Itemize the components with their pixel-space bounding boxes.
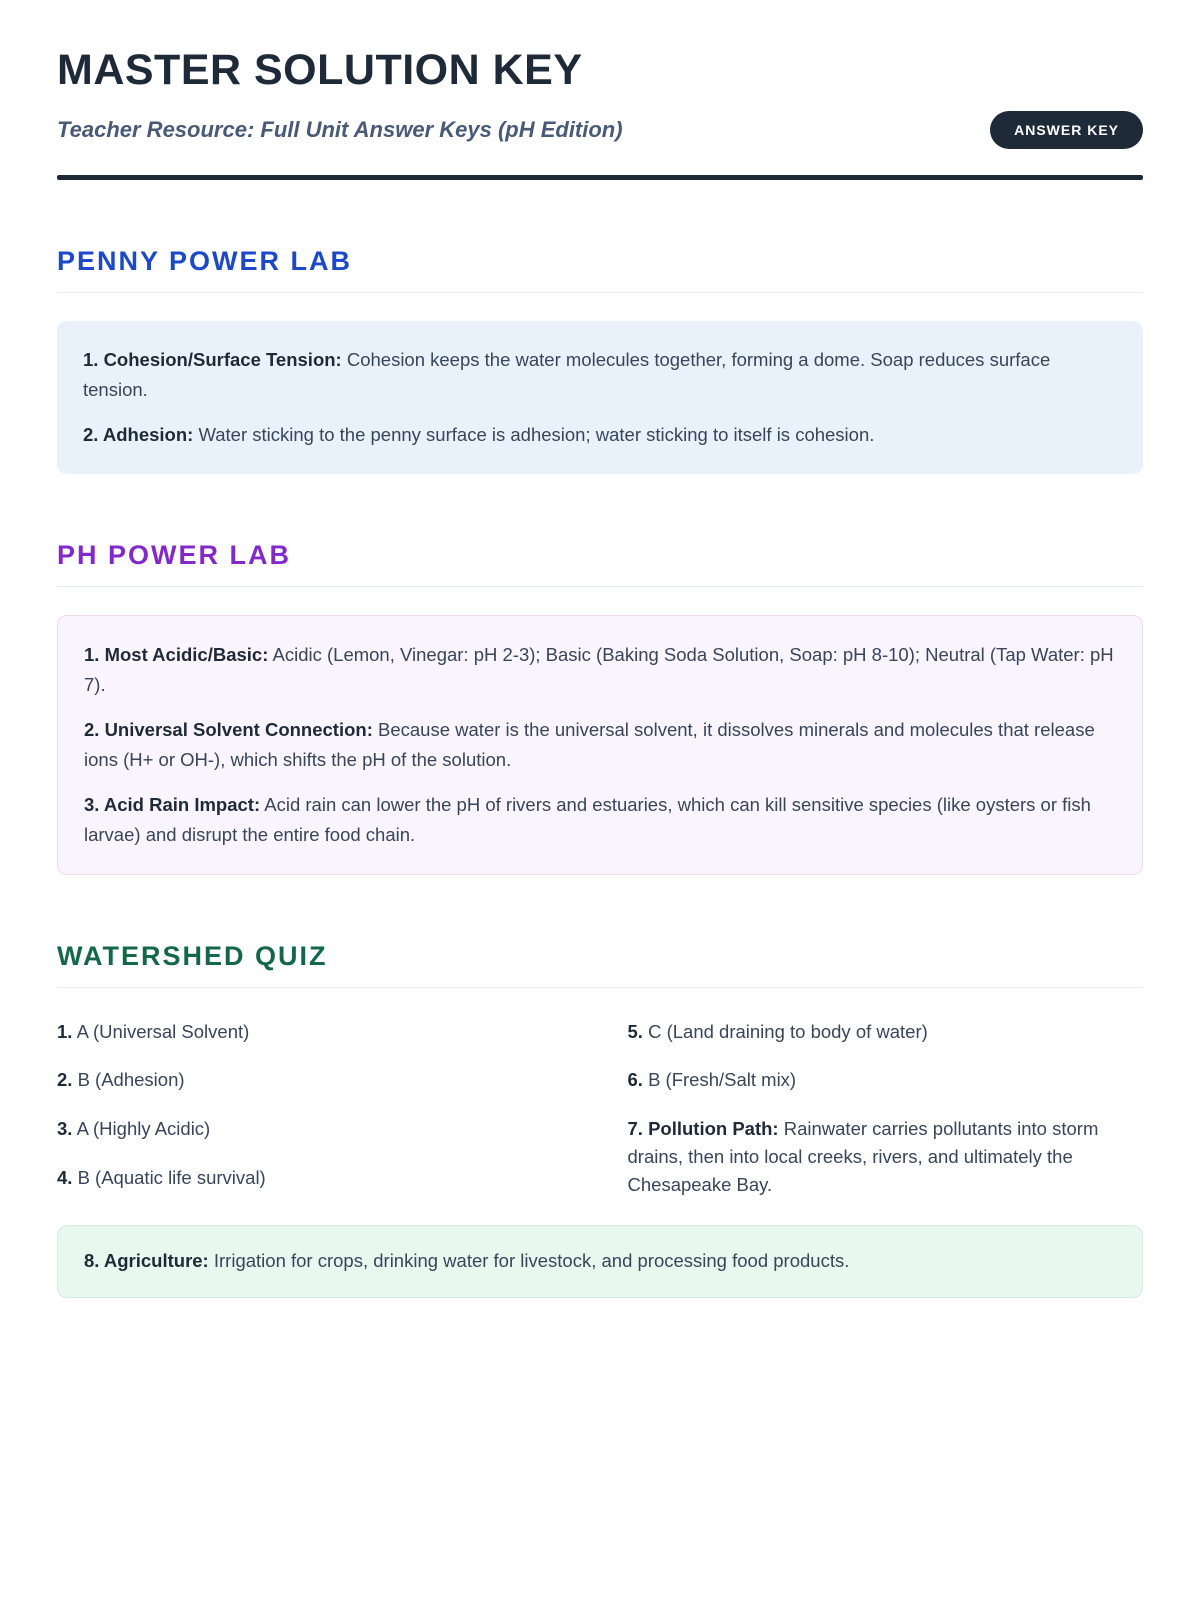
answer-text: Rainwater carries pollutants into storm drains, then into local creeks, rivers, and ultimately the Chesapeake Bay.	[627, 1118, 1099, 1195]
quiz-highlight-box	[57, 1225, 1143, 1298]
answer-text: Because water is the universal solvent, it dissolves minerals and molecules that release ions (H+ or OH-), which shifts the pH of the solution.	[84, 718, 1095, 770]
answer-label: 1. Most Acidic/Basic:	[84, 643, 269, 665]
answer-label: 3. Acid Rain Impact:	[84, 793, 261, 815]
document-header	[57, 46, 1143, 180]
answer-label: 5.	[627, 1020, 643, 1042]
penny-answer-1	[83, 345, 1117, 405]
answer-text: Acidic (Lemon, Vinegar: pH 2-3); Basic (Baking Soda Solution, Soap: pH 8-10); Neutral (Tap Water: pH 7).	[84, 643, 1114, 695]
page-subtitle: Teacher Resource: Full Unit Answer Keys (pH Edition)	[57, 117, 623, 142]
answer-label: 4.	[57, 1166, 73, 1188]
watershed-quiz-heading: WATERSHED QUIZ	[57, 941, 1143, 988]
quiz-right-column	[628, 1018, 1144, 1220]
section-ph-power-lab	[57, 540, 1143, 875]
quiz-answer-6	[628, 1066, 1144, 1094]
answer-text: A (Universal Solvent)	[76, 1020, 250, 1042]
answer-text: Cohesion keeps the water molecules together, forming a dome. Soap reduces surface tension.	[83, 349, 1051, 400]
watershed-quiz-answers	[57, 1018, 1143, 1220]
answer-text: Water sticking to the penny surface is adhesion; water sticking to itself is cohesion.	[198, 423, 875, 445]
penny-lab-heading: PENNY POWER LAB	[57, 246, 1143, 293]
penny-lab-answer-box	[57, 321, 1143, 474]
ph-answer-2	[84, 715, 1116, 775]
page-title: MASTER SOLUTION KEY	[57, 46, 583, 94]
ph-answer-1	[84, 640, 1116, 700]
answer-label: 2. Universal Solvent Connection:	[84, 718, 373, 740]
answer-label: 3.	[57, 1118, 73, 1140]
answer-text: B (Fresh/Salt mix)	[648, 1069, 797, 1091]
ph-answer-3	[84, 790, 1116, 850]
ph-lab-answer-box	[57, 615, 1143, 875]
section-penny-power-lab	[57, 246, 1143, 474]
quiz-answer-8	[84, 1247, 1116, 1276]
answer-text: Irrigation for crops, drinking water for livestock, and processing food products.	[213, 1250, 850, 1272]
answer-label: 1.	[57, 1020, 73, 1042]
quiz-answer-2	[57, 1066, 573, 1094]
section-watershed-quiz	[57, 941, 1143, 1298]
answer-label: 7. Pollution Path:	[627, 1118, 779, 1140]
header-subtitle-row	[57, 111, 1143, 149]
quiz-answer-7	[628, 1115, 1144, 1198]
answer-text: B (Aquatic life survival)	[77, 1166, 266, 1188]
answer-label: 2.	[57, 1069, 73, 1091]
answer-label: 1. Cohesion/Surface Tension:	[83, 349, 342, 370]
answer-label: 8. Agriculture:	[84, 1250, 209, 1272]
answer-label: 6.	[627, 1069, 643, 1091]
header-divider	[57, 175, 1143, 180]
answer-text: A (Highly Acidic)	[76, 1118, 211, 1140]
answer-text: B (Adhesion)	[77, 1069, 185, 1091]
quiz-answer-5	[628, 1018, 1144, 1046]
answer-label: 2. Adhesion:	[83, 423, 194, 445]
answer-text: Acid rain can lower the pH of rivers and estuaries, which can kill sensitive species (like oysters or fish larvae) and disrupt the entire food chain.	[84, 793, 1091, 845]
penny-answer-2	[83, 420, 1117, 450]
answer-text: C (Land draining to body of water)	[648, 1020, 928, 1042]
quiz-left-column	[57, 1018, 573, 1220]
quiz-answer-1	[57, 1018, 573, 1046]
quiz-answer-3	[57, 1115, 573, 1143]
quiz-answer-4	[57, 1164, 573, 1192]
answer-key-badge: ANSWER KEY	[990, 111, 1143, 149]
ph-lab-heading: PH POWER LAB	[57, 540, 1143, 587]
